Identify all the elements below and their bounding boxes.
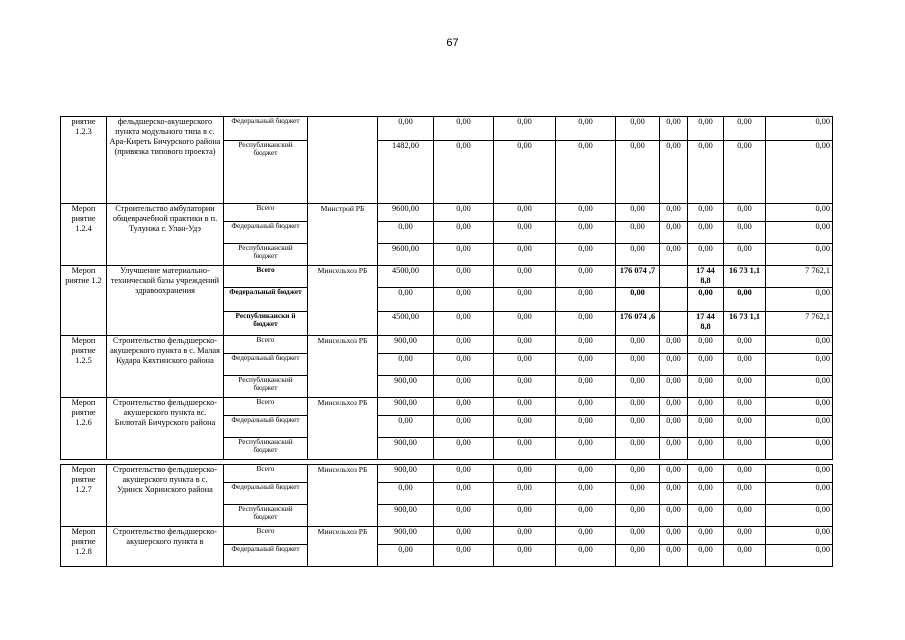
value-cell: 0,00 [616, 527, 660, 545]
value-cell: 0,00 [766, 398, 833, 416]
value-cell: 0,00 [494, 141, 556, 204]
funding-source: Республиканский бюджет [224, 438, 308, 460]
value-cell: 0,00 [378, 288, 434, 312]
value-cell: 0,00 [434, 398, 494, 416]
value-cell: 0,00 [434, 312, 494, 336]
table-row [61, 117, 833, 141]
value-cell: 0,00 [766, 336, 833, 354]
value-cell: 0,00 [494, 465, 556, 483]
value-cell: 0,00 [660, 527, 688, 545]
value-cell: 0,00 [688, 222, 724, 244]
value-cell: 0,00 [434, 465, 494, 483]
measure-name: фельдшерско-акушерского пункта модульного типа в с. Ара-Киреть Бичурского района (привязка типового проекта) [107, 117, 224, 204]
value-cell: 0,00 [724, 465, 766, 483]
table-row [61, 336, 833, 354]
value-cell: 0,00 [724, 244, 766, 266]
executor: Минсельхоз РБ [308, 527, 378, 567]
value-cell: 176 074 ,7 [616, 266, 660, 288]
funding-source: Федеральный бюджет [224, 117, 308, 141]
funding-source: Всего [224, 398, 308, 416]
value-cell: 9600,00 [378, 244, 434, 266]
value-cell: 17 44 8,8 [688, 312, 724, 336]
measure-code: Мероп риятие 1.2.6 [61, 398, 107, 460]
value-cell: 0,00 [616, 354, 660, 376]
value-cell: 0,00 [434, 527, 494, 545]
funding-source: Республиканский бюджет [224, 376, 308, 398]
value-cell: 0,00 [616, 336, 660, 354]
value-cell: 0,00 [766, 354, 833, 376]
value-cell: 0,00 [724, 117, 766, 141]
value-cell: 0,00 [724, 527, 766, 545]
budget-table [60, 116, 833, 567]
measure-code: риятие 1.2.3 [61, 117, 107, 204]
value-cell: 0,00 [766, 527, 833, 545]
value-cell: 0,00 [616, 244, 660, 266]
value-cell: 0,00 [556, 505, 616, 527]
value-cell: 16 73 1,1 [724, 312, 766, 336]
value-cell: 0,00 [724, 483, 766, 505]
value-cell: 0,00 [724, 141, 766, 204]
value-cell: 0,00 [724, 288, 766, 312]
value-cell: 0,00 [766, 416, 833, 438]
value-cell: 900,00 [378, 376, 434, 398]
value-cell: 0,00 [660, 376, 688, 398]
value-cell: 0,00 [688, 204, 724, 222]
value-cell: 0,00 [660, 336, 688, 354]
value-cell: 0,00 [724, 438, 766, 460]
value-cell [660, 312, 688, 336]
value-cell [660, 288, 688, 312]
value-cell: 0,00 [616, 141, 660, 204]
value-cell: 0,00 [494, 483, 556, 505]
value-cell: 0,00 [688, 398, 724, 416]
funding-source: Республиканский бюджет [224, 505, 308, 527]
value-cell: 0,00 [378, 483, 434, 505]
funding-source: Всего [224, 336, 308, 354]
value-cell: 0,00 [688, 288, 724, 312]
value-cell: 0,00 [616, 505, 660, 527]
value-cell: 0,00 [724, 376, 766, 398]
value-cell: 0,00 [660, 545, 688, 567]
value-cell: 0,00 [434, 438, 494, 460]
value-cell: 0,00 [688, 336, 724, 354]
table-row [61, 398, 833, 416]
value-cell: 0,00 [434, 483, 494, 505]
value-cell: 0,00 [378, 354, 434, 376]
executor: Минстрой РБ [308, 204, 378, 266]
executor: Минсельхоз РБ [308, 266, 378, 336]
value-cell: 0,00 [766, 438, 833, 460]
funding-source: Федеральный бюджет [224, 416, 308, 438]
value-cell: 0,00 [688, 505, 724, 527]
executor: Минсельхоз РБ [308, 465, 378, 527]
executor: Минсельхоз РБ [308, 336, 378, 398]
value-cell: 0,00 [556, 288, 616, 312]
value-cell: 0,00 [556, 438, 616, 460]
value-cell: 0,00 [434, 244, 494, 266]
value-cell: 0,00 [556, 266, 616, 288]
value-cell: 0,00 [494, 204, 556, 222]
funding-source: Федеральный бюджет [224, 222, 308, 244]
value-cell: 0,00 [766, 204, 833, 222]
measure-name: Улучшение материально-технической базы учреждений здравоохранения [107, 266, 224, 336]
value-cell: 0,00 [434, 288, 494, 312]
value-cell: 0,00 [660, 244, 688, 266]
funding-source: Республиканский бюджет [224, 244, 308, 266]
funding-source: Всего [224, 204, 308, 222]
value-cell: 0,00 [434, 222, 494, 244]
value-cell: 0,00 [616, 483, 660, 505]
value-cell: 0,00 [616, 117, 660, 141]
value-cell: 0,00 [660, 222, 688, 244]
funding-source: Федеральный бюджет [224, 545, 308, 567]
value-cell: 0,00 [494, 527, 556, 545]
value-cell: 0,00 [766, 117, 833, 141]
value-cell: 0,00 [434, 204, 494, 222]
funding-source: Федеральный бюджет [224, 483, 308, 505]
value-cell: 0,00 [688, 545, 724, 567]
value-cell: 7 762,1 [766, 312, 833, 336]
value-cell: 900,00 [378, 336, 434, 354]
funding-source: Всего [224, 266, 308, 288]
measure-code: Мероп риятие 1.2.4 [61, 204, 107, 266]
funding-source: Всего [224, 465, 308, 483]
value-cell: 0,00 [660, 438, 688, 460]
measure-name: Строительство фельдшерско-акушерского пункта в с. Удинск Хоринского района [107, 465, 224, 527]
value-cell: 0,00 [434, 545, 494, 567]
value-cell: 0,00 [766, 505, 833, 527]
value-cell: 4500,00 [378, 266, 434, 288]
value-cell: 900,00 [378, 527, 434, 545]
value-cell: 0,00 [688, 483, 724, 505]
value-cell: 0,00 [434, 354, 494, 376]
value-cell [660, 266, 688, 288]
value-cell: 0,00 [556, 527, 616, 545]
value-cell: 0,00 [494, 416, 556, 438]
executor [308, 117, 378, 204]
measure-code: Мероп риятие 1.2 [61, 266, 107, 336]
value-cell: 0,00 [660, 416, 688, 438]
measure-code: Мероп риятие 1.2.5 [61, 336, 107, 398]
value-cell: 900,00 [378, 505, 434, 527]
value-cell: 0,00 [766, 376, 833, 398]
value-cell: 0,00 [556, 117, 616, 141]
value-cell: 1482,00 [378, 141, 434, 204]
funding-source: Федеральный бюджет [224, 354, 308, 376]
value-cell: 0,00 [556, 354, 616, 376]
value-cell: 0,00 [556, 336, 616, 354]
value-cell: 0,00 [766, 222, 833, 244]
value-cell: 0,00 [660, 204, 688, 222]
value-cell: 0,00 [688, 465, 724, 483]
value-cell: 0,00 [494, 505, 556, 527]
table-row [61, 204, 833, 222]
value-cell: 0,00 [688, 354, 724, 376]
value-cell: 0,00 [556, 376, 616, 398]
measure-code: Мероп риятие 1.2.7 [61, 465, 107, 527]
value-cell: 0,00 [556, 204, 616, 222]
value-cell: 0,00 [616, 288, 660, 312]
page-number: 67 [446, 37, 459, 49]
value-cell: 0,00 [616, 438, 660, 460]
value-cell: 0,00 [494, 336, 556, 354]
value-cell: 0,00 [434, 336, 494, 354]
value-cell: 0,00 [616, 416, 660, 438]
value-cell: 0,00 [616, 222, 660, 244]
value-cell: 0,00 [494, 376, 556, 398]
value-cell: 9600,00 [378, 204, 434, 222]
table-row [61, 266, 833, 288]
table-row [61, 527, 833, 545]
value-cell: 0,00 [688, 527, 724, 545]
value-cell: 0,00 [556, 222, 616, 244]
value-cell: 0,00 [616, 465, 660, 483]
value-cell: 0,00 [378, 117, 434, 141]
value-cell: 0,00 [616, 204, 660, 222]
value-cell: 0,00 [556, 398, 616, 416]
executor: Минсельхоз РБ [308, 398, 378, 460]
value-cell: 0,00 [378, 222, 434, 244]
value-cell: 0,00 [434, 266, 494, 288]
value-cell: 0,00 [378, 545, 434, 567]
value-cell: 0,00 [688, 438, 724, 460]
value-cell: 0,00 [724, 545, 766, 567]
value-cell: 0,00 [556, 416, 616, 438]
value-cell: 0,00 [556, 465, 616, 483]
value-cell: 0,00 [660, 505, 688, 527]
measure-name: Строительство фельдшерско-акушерского пункта в [107, 527, 224, 567]
value-cell: 0,00 [660, 354, 688, 376]
value-cell: 0,00 [724, 204, 766, 222]
value-cell: 0,00 [494, 288, 556, 312]
table-row [61, 465, 833, 483]
value-cell: 0,00 [660, 398, 688, 416]
value-cell: 900,00 [378, 398, 434, 416]
value-cell: 0,00 [434, 376, 494, 398]
value-cell: 0,00 [616, 376, 660, 398]
value-cell: 0,00 [434, 141, 494, 204]
value-cell: 4500,00 [378, 312, 434, 336]
value-cell: 900,00 [378, 465, 434, 483]
value-cell: 0,00 [434, 416, 494, 438]
value-cell: 0,00 [766, 465, 833, 483]
value-cell: 0,00 [688, 416, 724, 438]
value-cell: 7 762,1 [766, 266, 833, 288]
value-cell: 0,00 [688, 244, 724, 266]
measure-name: Строительство амбулатории общеврачебной практики в п. Тулунжа г. Улан-Удэ [107, 204, 224, 266]
value-cell: 0,00 [494, 117, 556, 141]
value-cell: 0,00 [766, 483, 833, 505]
funding-source: Федеральный бюджет [224, 288, 308, 312]
value-cell: 0,00 [766, 545, 833, 567]
value-cell: 0,00 [556, 244, 616, 266]
value-cell: 0,00 [724, 416, 766, 438]
value-cell: 0,00 [556, 483, 616, 505]
value-cell: 0,00 [556, 545, 616, 567]
value-cell: 0,00 [494, 312, 556, 336]
table-body [61, 117, 833, 567]
funding-source: Всего [224, 527, 308, 545]
value-cell: 0,00 [494, 438, 556, 460]
value-cell: 0,00 [660, 465, 688, 483]
value-cell: 17 44 8,8 [688, 266, 724, 288]
value-cell: 0,00 [660, 117, 688, 141]
funding-source: Республикански й бюджет [224, 312, 308, 336]
value-cell: 0,00 [688, 376, 724, 398]
value-cell: 0,00 [494, 354, 556, 376]
value-cell: 0,00 [688, 141, 724, 204]
funding-source: Республиканский бюджет [224, 141, 308, 204]
value-cell: 0,00 [724, 354, 766, 376]
value-cell: 0,00 [556, 312, 616, 336]
value-cell: 0,00 [378, 416, 434, 438]
value-cell: 0,00 [724, 222, 766, 244]
value-cell: 0,00 [434, 505, 494, 527]
value-cell: 0,00 [724, 505, 766, 527]
value-cell: 0,00 [556, 141, 616, 204]
value-cell: 0,00 [766, 288, 833, 312]
value-cell: 900,00 [378, 438, 434, 460]
value-cell: 0,00 [616, 545, 660, 567]
value-cell: 0,00 [494, 545, 556, 567]
value-cell: 0,00 [766, 141, 833, 204]
value-cell: 0,00 [660, 141, 688, 204]
value-cell: 0,00 [766, 244, 833, 266]
value-cell: 16 73 1,1 [724, 266, 766, 288]
value-cell: 0,00 [434, 117, 494, 141]
value-cell: 0,00 [494, 266, 556, 288]
value-cell: 176 074 ,6 [616, 312, 660, 336]
value-cell: 0,00 [616, 398, 660, 416]
value-cell: 0,00 [660, 483, 688, 505]
measure-name: Строительство фельдшерско-акушерского пункта в с. Малая Кудара Кяхтинского района [107, 336, 224, 398]
value-cell: 0,00 [494, 244, 556, 266]
measure-name: Строительство фельдшерско-акушерского пункта вс. Билютай Бичурского района [107, 398, 224, 460]
measure-code: Мероп риятие 1.2.8 [61, 527, 107, 567]
value-cell: 0,00 [688, 117, 724, 141]
value-cell: 0,00 [724, 398, 766, 416]
value-cell: 0,00 [494, 398, 556, 416]
value-cell: 0,00 [724, 336, 766, 354]
value-cell: 0,00 [494, 222, 556, 244]
